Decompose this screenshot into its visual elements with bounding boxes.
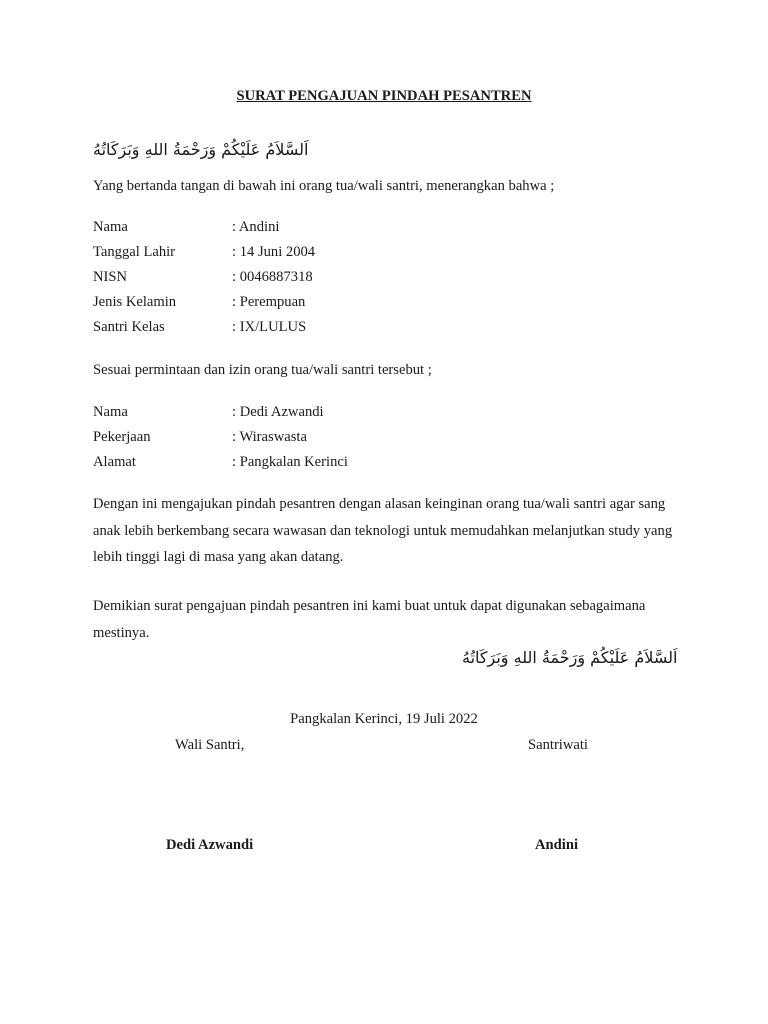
student-signature-name: Andini: [535, 837, 578, 853]
reason-paragraph: Dengan ini mengajukan pindah pesantren dengan alasan keinginan orang tua/wali santri agar sang anak lebih berkembang secara wawasan dan teknologi untuk memudahkan melanjutkan study yang lebih tinggi lagi di masa yang akan datang.: [93, 496, 673, 565]
guardian-signature-name: Dedi Azwandi: [166, 837, 254, 853]
student-class-value: : IX/LULUS: [232, 319, 307, 335]
student-birthdate-value: : 14 Juni 2004: [232, 244, 316, 260]
student-birthdate-label: Tanggal Lahir: [93, 244, 176, 260]
closing-greeting: اَلسَّلاَمُ عَلَيْكُمْ وَرَحْمَةُ اللهِ وَبَرَكَاتُهُ: [462, 648, 678, 667]
guardian-name-label: Nama: [93, 404, 128, 420]
student-name-label: Nama: [93, 219, 128, 235]
student-nisn-value: : 0046887318: [232, 269, 313, 285]
guardian-job-label: Pekerjaan: [93, 429, 151, 445]
student-signature-role: Santriwati: [528, 737, 588, 753]
student-gender-value: : Perempuan: [232, 294, 306, 310]
guardian-name-value: : Dedi Azwandi: [232, 404, 324, 420]
student-name-value: : Andini: [232, 219, 280, 235]
guardian-job-value: : Wiraswasta: [232, 429, 307, 445]
intro-text: Yang bertanda tangan di bawah ini orang tua/wali santri, menerangkan bahwa ;: [93, 178, 555, 194]
guardian-address-label: Alamat: [93, 454, 136, 470]
closing-paragraph: Demikian surat pengajuan pindah pesantren ini kami buat untuk dapat digunakan sebagaimana mestinya.: [93, 598, 646, 641]
student-nisn-label: NISN: [93, 269, 128, 285]
guardian-address-value: : Pangkalan Kerinci: [232, 454, 348, 470]
student-class-label: Santri Kelas: [93, 319, 165, 335]
student-gender-label: Jenis Kelamin: [93, 294, 177, 310]
place-date: Pangkalan Kerinci, 19 Juli 2022: [290, 711, 478, 727]
consent-text: Sesuai permintaan dan izin orang tua/wali santri tersebut ;: [93, 362, 432, 378]
opening-greeting: اَلسَّلاَمُ عَلَيْكُمْ وَرَحْمَةُ اللهِ وَبَرَكَاتُهُ: [93, 140, 309, 159]
guardian-signature-role: Wali Santri,: [175, 737, 245, 753]
letter-title: SURAT PENGAJUAN PINDAH PESANTREN: [236, 88, 532, 104]
